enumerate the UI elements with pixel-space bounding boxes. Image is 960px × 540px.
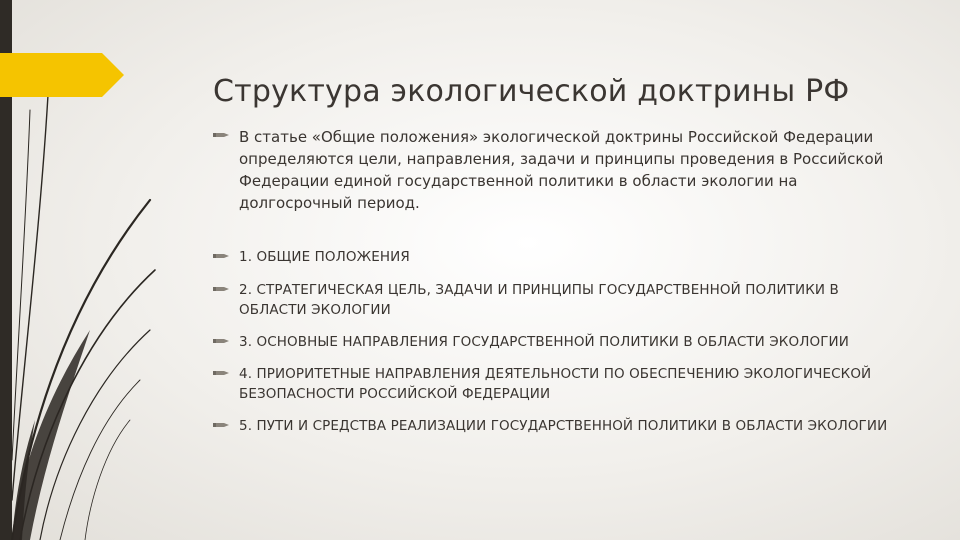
pencil-bullet-icon	[213, 130, 229, 140]
intro-text: В статье «Общие положения» экологической доктрины Российской Федерации определяются цели, направления, задачи и принципы проведения в Российской Федерации единой государственной политики в области экологии на долгосрочный период.	[239, 128, 884, 212]
section-item-text: 5. ПУТИ И СРЕДСТВА РЕАЛИЗАЦИИ ГОСУДАРСТВЕННОЙ ПОЛИТИКИ В ОБЛАСТИ ЭКОЛОГИИ	[239, 418, 888, 434]
section-item-text: 4. ПРИОРИТЕТНЫЕ НАПРАВЛЕНИЯ ДЕЯТЕЛЬНОСТИ ПО ОБЕСПЕЧЕНИЮ ЭКОЛОГИЧЕСКОЙ БЕЗОПАСНОСТИ РОССИЙСКОЙ ФЕДЕРАЦИИ	[239, 366, 872, 402]
section-item	[213, 280, 903, 320]
section-item	[213, 332, 903, 352]
pencil-bullet-icon	[213, 336, 229, 346]
slide-title: Структура экологической доктрины РФ	[213, 74, 850, 110]
section-item	[213, 364, 903, 404]
pencil-bullet-icon	[213, 368, 229, 378]
pencil-bullet-icon	[213, 420, 229, 430]
section-item-text: 3. ОСНОВНЫЕ НАПРАВЛЕНИЯ ГОСУДАРСТВЕННОЙ ПОЛИТИКИ В ОБЛАСТИ ЭКОЛОГИИ	[239, 334, 849, 350]
intro-paragraph	[213, 126, 903, 214]
slide-body	[213, 126, 903, 448]
section-item	[213, 247, 903, 267]
pencil-bullet-icon	[213, 251, 229, 261]
yellow-accent-tab	[0, 53, 124, 97]
pencil-bullet-icon	[213, 284, 229, 294]
section-item	[213, 416, 903, 436]
section-item-text: 1. ОБЩИЕ ПОЛОЖЕНИЯ	[239, 249, 410, 265]
section-item-text: 2. СТРАТЕГИЧЕСКАЯ ЦЕЛЬ, ЗАДАЧИ И ПРИНЦИПЫ ГОСУДАРСТВЕННОЙ ПОЛИТИКИ В ОБЛАСТИ ЭКОЛОГИИ	[239, 282, 839, 318]
